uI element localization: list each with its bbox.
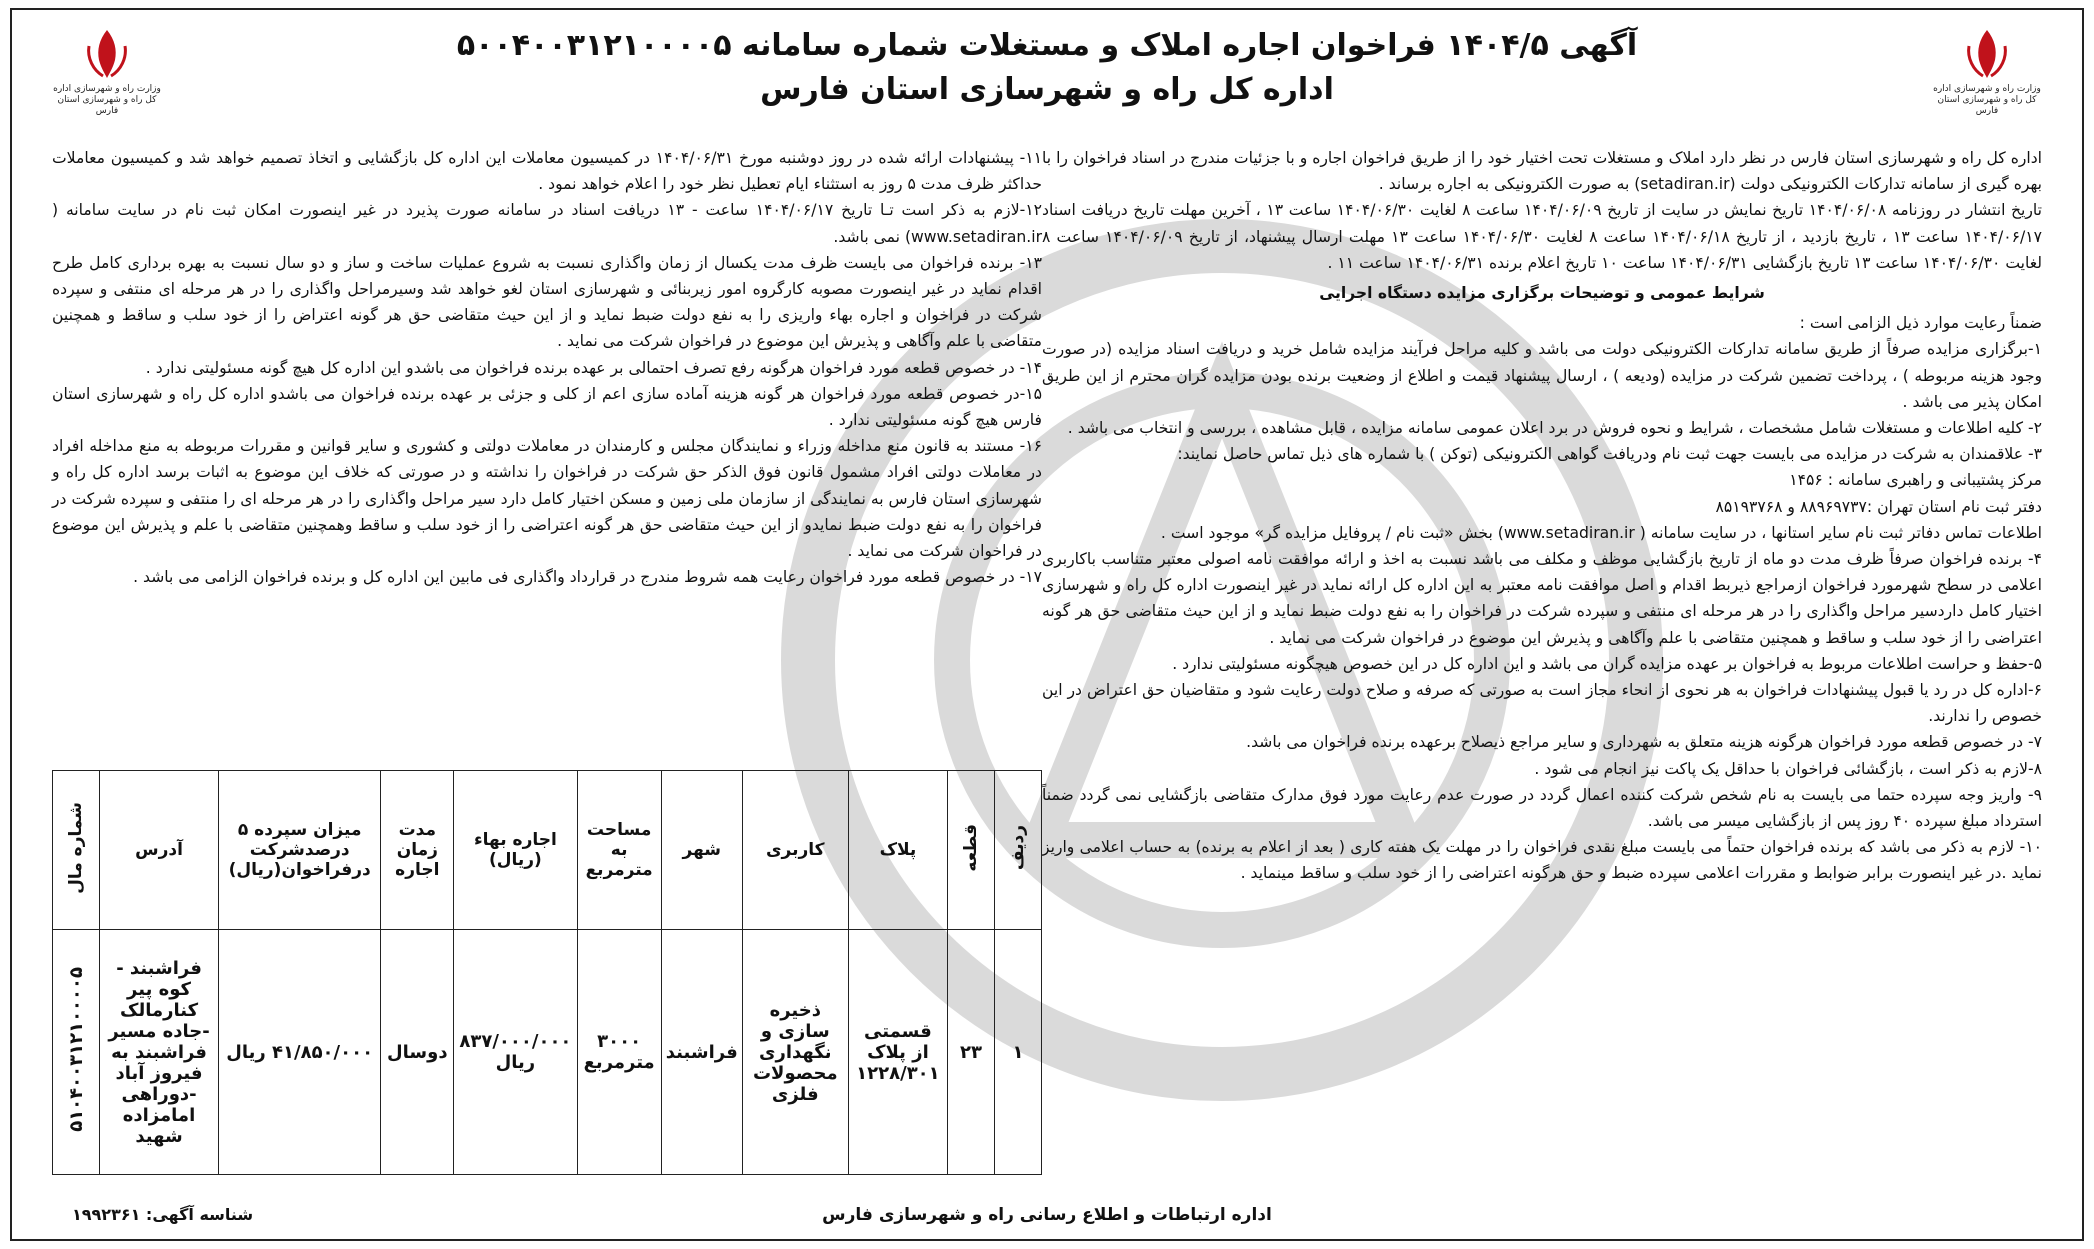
lead-text: ضمناً رعایت موارد ذیل الزامی است : [1799,314,2042,333]
header-usage: کاربری [742,771,848,930]
auction-table [52,770,1042,1175]
condition-item-10: ۱۰- لازم به ذکر می باشد که برنده فراخوان حتماً می بایست مبلغ نقدی فراخوان را در مهلت یک هفته کاری ( بعد از اعلام به برنده) به حساب اعلامی واریز نماید .در غیر اینصورت برابر ضوابط و مقررات اعلامی سپرده ضبط و حق هرگونه اعتراضی را از خود سلب و ساقط مینماید . [1042,838,2042,883]
condition-item-2: ۲- کلیه اطلاعات و مستغلات شامل مشخصات ، شرایط و نحوه فروش در برد اعلان عمومی سامانه مزایده ، قابل مشاهده ، بررسی و انتخاب می باشد . [1067,419,2042,438]
header-deposit: میزان سپرده ۵ درصدشرکت درفراخوان(ریال) [219,771,381,930]
header-duration: مدت زمان اجاره [381,771,454,930]
notice-title: آگهی ۱۴۰۴/۵ فراخوان اجاره املاک و مستغلات شماره سامانه ۵۰۰۴۰۰۳۱۲۱۰۰۰۰۵ [456,28,1638,63]
header-row-number: ردیف [995,771,1042,930]
notice-footer [12,1205,2082,1235]
emblem-caption: وزارت راه و شهرسازی اداره کل راه و شهرسازی استان فارس [1933,84,2041,116]
header-area: مساحت به مترمربع [577,771,661,930]
support-center: مرکز پشتیبانی و راهبری سامانه : ۱۴۵۶ [1789,471,2042,490]
header-plaque: پلاک [848,771,947,930]
conditions-column-left [52,145,1042,590]
ad-id: شناسه آگهی: ۱۹۹۲۳۶۱ [72,1205,254,1224]
condition-item-3: ۳- علاقمندان به شرکت در مزایده می بایست جهت ثبت نام ودریافت گواهی الکترونیکی (توکن ) با شماره های ذیل تماس حاصل نمایند: [1177,445,2042,464]
cell-row-number: ۱ [995,930,1042,1175]
condition-item-11: ۱۱- پیشنهادات ارائه شده در روز دوشنبه مورخ ۱۴۰۴/۰۶/۳۱ در کمیسیون معاملات این اداره کل بازگشایی و اتخاذ تصمیم خواهد شد و کمیسیون معاملات حداکثر ظرف مدت ۵ روز به استثناء ایام تعطیل نظر خود را اعلام خواهد نمود . [52,149,1042,194]
header-lot: قطعه [948,771,995,930]
condition-item-12: ۱۲-لازم به ذکر است تـا تاریخ ۱۴۰۴/۰۶/۱۷ ساعت - ۱۳ دریافت اسناد در سامانه صورت پذیرد در غیر اینصورت امکان ثبت نام در سایت سامانه ( www.setadiran.ir) نمی باشد. [52,201,1042,246]
condition-item-13: ۱۳- برنده فراخوان می بایست ظرف مدت یکسال از زمان واگذاری نسبت به شروع عملیات ساخت و ساز و دو سال نسبت به بهره برداری کامل طرح اقدام نماید در غیر اینصورت مصوبه کارگروه امور زیربنائی و شهرسازی استان لغو خواهد شد وسیرمراحل واگذاری را در هر مرحله ای منتفی و سپرده شرکت در فراخوان و اجاره بهاء واریزی را به نفع دولت ضبط نماید و از این حیث متقاضی حق هر گونه اعتراض را از خود سلب و ساقط و همچنین متقاضی با علم وآگاهی و پذیرش این موضوع در فراخوان شرکت می نماید . [52,253,1042,351]
cell-deposit: ۴۱/۸۵۰/۰۰۰ ریال [219,930,381,1175]
condition-item-1: ۱-برگزاری مزایده صرفاً از طریق سامانه تدارکات الکترونیکی دولت می باشد و کلیه مراحل فرآیند مزایده شامل خرید و دریافت اسناد مزایده (در صورت وجود هزینه مربوطه ) ، پرداخت تضمین شرکت در مزایده (ودیعه ) ، ارسال پیشنهاد قیمت و اطلاع از وضعیت برنده بودن مزایده گران محترم از این طریق امکان پذیر می باشد . [1042,340,2042,411]
condition-item-16: ۱۶- مستند به قانون منع مداخله وزراء و نمایندگان مجلس و کارمندان در معاملات دولتی و کشوری و سایر قوانین و مقررات مربوطه به منع مداخله افراد در معاملات دولتی افراد مشمول قانون فوق الذکر حق شرکت در فراخوان را نداشته و در صورتی که خلاف این موضوع به اثبات برسد اداره کل راه و شهرسازی استان فارس به نمایندگی از سازمان ملی زمین و مسکن اختیار کامل دارد سیر مراحل واگذاری را در هر مرحله ای را منتفی و سپرده شرکت در فراخوان را به نفع دولت ضبط نمایدو از این حیث متقاضی حق هر گونه اعتراضی را از خود سلب و ساقط وهمچنین متقاضی با علم و پذیرش این موضوع در فراخوان شرکت می نماید . [52,437,1042,561]
other-provinces: اطلاعات تماس دفاتر ثبت نام سایر استانها ، در سایت سامانه ( www.setadiran.ir) بخش «ثبت نام / پروفایل مزایده گر» موجود است . [1160,523,2042,542]
table-header-row [53,771,1042,930]
notice-page [10,8,2084,1241]
cell-address: فراشبند - کوه پیر کنارمالک -جاده مسیر فراشبند به فیروز آباد -دوراهی امامزاده شهید [100,930,219,1175]
cell-city: فراشبند [661,930,742,1175]
condition-item-4: ۴- برنده فراخوان صرفاً ظرف مدت دو ماه از تاریخ بازگشایی موظف و مکلف می باشد نسبت به اخذ و ارائه موافقت نامه اصولی معتبر متناسب باکاربری اعلامی در سطح شهرمورد فراخوان ازمراجع ذیربط اقدام و اصل موافقت نامه معتبر به این اداره کل ارائه نماید در غیر اینصورت اداره کل راه و شهرسازی اختیار کامل داردسیر مراحل واگذاری را در هر مرحله ای منتفی و سپرده شرکت در فراخوان را به نفع دولت ضبط نماید و از این حیث متقاضی حق هر گونه اعتراضی را از خود سلب و ساقط و همچنین متقاضی با علم وآگاهی و پذیرش این موضوع در فراخوان شرکت می نماید . [1042,550,2042,647]
cell-lot: ۲۳ [948,930,995,1175]
cell-system-number: ۵۱۰۴۰۰۳۱۲۱۰۰۰۰۵ [53,930,100,1175]
dates-paragraph: تاریخ انتشار در روزنامه ۱۴۰۴/۰۶/۰۸ تاریخ نمایش در سایت از تاریخ ۱۴۰۴/۰۶/۰۹ ساعت ۸ لغایت ۱۴۰۴/۰۶/۳۰ ساعت ۱۳ ، آخرین مهلت تاریخ دریافت اسناد ۱۴۰۴/۰۶/۱۷ ساعت ۱۳ ، تاریخ بازدید ، از تاریخ ۱۴۰۴/۰۶/۱۸ ساعت ۸ لغایت ۱۴۰۴/۰۶/۳۰ ساعت ۱۳ مهلت ارسال پیشنهاد، از تاریخ ۱۴۰۴/۰۶/۰۹ ساعت ۸ لغایت ۱۴۰۴/۰۶/۳۰ ساعت ۱۳ تاریخ بازگشایی ۱۴۰۴/۰۶/۳۱ ساعت ۱۰ تاریخ اعلام برنده ۱۴۰۴/۰۶/۳۱ ساعت ۱۱ . [1042,201,2043,272]
tehran-office: دفتر ثبت نام استان تهران :۸۸۹۶۹۷۳۷ و ۸۵۱۹۳۷۶۸ [1715,497,2042,516]
section-title: شرایط عمومی و توضیحات برگزاری مزایده دستگاه اجرایی [1319,284,1765,303]
header-rent: اجاره بهاء (ریال) [454,771,577,930]
condition-item-5: ۵-حفظ و حراست اطلاعات مربوط به فراخوان بر عهده مزایده گران می باشد و این اداره کل در این خصوص هیچگونه مسئولیتی ندارد . [1172,654,2042,673]
cell-area: ۳۰۰۰ مترمربع [577,930,661,1175]
condition-item-6: ۶-اداره کل در رد یا قبول پیشنهادات فراخوان به هر نحوی از انحاء مجاز است به صورتی که صرفه و صلاح دولت رعایت شود و متقاضیان حق اعتراض در این خصوص را ندارند. [1042,681,2042,726]
publisher-department: اداره ارتباطات و اطلاع رسانی راه و شهرسازی فارس [822,1205,1272,1225]
condition-item-17: ۱۷- در خصوص قطعه مورد فراخوان رعایت همه شروط مندرج در قرارداد واگذاری فی مابین این اداره کل و برنده فراخوان الزامی می باشد . [133,568,1042,587]
cell-rent: ۸۳۷/۰۰۰/۰۰۰ ریال [454,930,577,1175]
condition-item-8: ۸-لازم به ذکر است ، بازگشائی فراخوان با حداقل یک پاکت نیز انجام می شود . [1534,759,2042,778]
cell-usage: ذخیره سازی و نگهداری محصولات فلزی [742,930,848,1175]
condition-item-15: ۱۵-در خصوص قطعه مورد فراخوان هر گونه هزینه آماده سازی اعم از کلی و جزئی بر عهده برنده فراخوان می باشدو اداره کل راه و شهرسازی استان فارس هیچ گونه مسئولیتی ندارد . [52,384,1042,430]
condition-item-9: ۹- واریز وجه سپرده حتما می بایست به نام شخص شرکت کننده اعمال گردد در صورت عدم رعایت مورد فوق مدارک متقاضی بازگشایی نمی گردد ضمناً استرداد مبلغ سپرده ۴۰ روز پس از بازگشایی میسر می باشد. [1042,785,2042,831]
intro-paragraph: اداره کل راه و شهرسازی استان فارس در نظر دارد املاک و مستغلات تحت اختیار خود را از طریق فراخوان اجاره و با جزئیات مندرج در اسناد فراخوان را با بهره گیری از سامانه تدارکات الکترونیکی دولت (setadiran.ir) به صورت الکترونیکی به اجاره برساند . [1042,149,2042,194]
table-row [53,930,1042,1175]
emblem-caption: وزارت راه و شهرسازی اداره کل راه و شهرسازی استان فارس [53,84,161,116]
organization-name: اداره کل راه و شهرسازی استان فارس [760,72,1334,107]
cell-plaque: قسمتی از پلاک ۱۲۲۸/۳۰۱ [848,930,947,1175]
notice-header [12,20,2082,130]
header-city: شهر [661,771,742,930]
header-system-number: شماره مال [53,771,100,930]
cell-duration: دوسال [381,930,454,1175]
conditions-column-right [1042,145,2042,887]
header-address: آدرس [100,771,219,930]
condition-item-7: ۷- در خصوص قطعه مورد فراخوان هرگونه هزینه متعلق به شهرداری و سایر مراجع ذیصلاح برعهده برنده فراخوان می باشد. [1246,733,2042,752]
condition-item-14: ۱۴- در خصوص قطعه مورد فراخوان هرگونه رفع تصرف احتمالی بر عهده برنده فراخوان می باشدو این اداره کل هیچ گونه مسئولیتی ندارد . [145,358,1042,377]
